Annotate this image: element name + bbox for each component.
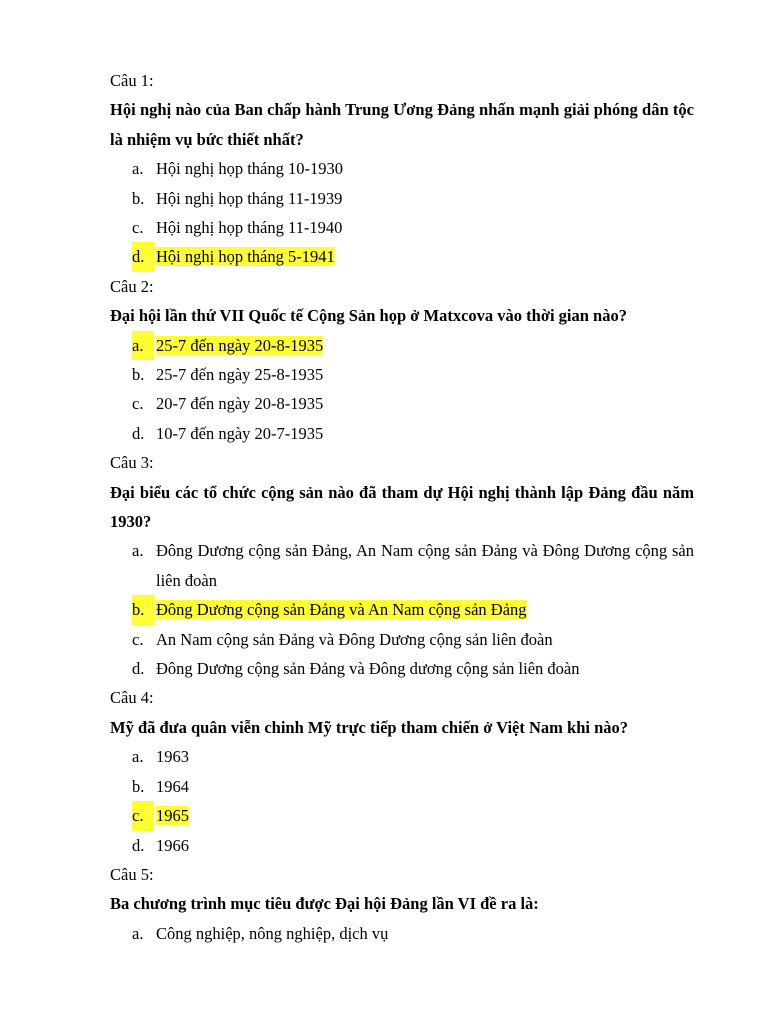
option-letter: a. (132, 747, 144, 767)
option-letter: b. (132, 365, 145, 385)
option-c (110, 625, 694, 654)
question-1 (110, 66, 694, 272)
option-text: Hội nghị họp tháng 10-1930 (156, 159, 343, 179)
question-text: Đại hội lần thứ VII Quốc tế Cộng Sản họp ở Matxcova vào thời gian nào? (110, 306, 627, 326)
question-label: Câu 3: (110, 453, 154, 473)
question-2 (110, 272, 694, 448)
option-text: 1964 (156, 776, 189, 796)
option-b (110, 360, 694, 389)
question-text: Đại biểu các tổ chức cộng sản nào đã tham dự Hội nghị thành lập Đảng đầu năm 1930? (110, 482, 694, 532)
option-d (110, 831, 694, 860)
option-a (110, 742, 694, 771)
option-list (110, 536, 694, 683)
option-text: 1963 (156, 747, 189, 767)
option-c (110, 213, 694, 242)
option-text: Đông Dương cộng sản Đảng, An Nam cộng sản Đảng và Đông Dương cộng sản liên đoàn (156, 541, 694, 590)
option-letter: d. (132, 835, 145, 855)
option-text: Đông Dương cộng sản Đảng và An Nam cộng sản Đảng (156, 600, 527, 620)
option-letter: a. (132, 923, 144, 943)
option-a (110, 919, 694, 948)
option-list (110, 331, 694, 449)
option-text: Công nghiệp, nông nghiệp, dịch vụ (156, 923, 389, 943)
option-list (110, 919, 694, 948)
option-text: Hội nghị họp tháng 11-1940 (156, 218, 343, 238)
option-letter: c. (132, 629, 144, 649)
question-4 (110, 683, 694, 859)
option-d-answer-highlight (110, 242, 694, 271)
question-label: Câu 1: (110, 71, 154, 90)
option-list (110, 742, 694, 860)
option-a (110, 154, 694, 183)
option-text: 20-7 đến ngày 20-8-1935 (156, 394, 324, 414)
option-text: Hội nghị họp tháng 11-1939 (156, 188, 343, 208)
option-letter: d. (132, 423, 145, 443)
option-letter: b. (132, 595, 155, 624)
question-label: Câu 4: (110, 688, 154, 708)
option-letter: d. (132, 242, 155, 271)
option-letter: b. (132, 188, 145, 208)
option-a (110, 536, 694, 595)
option-d (110, 419, 694, 448)
question-text: Hội nghị nào của Ban chấp hành Trung Ương Đảng nhấn mạnh giải phóng dân tộc là nhiệm vụ bức thiết nhất? (110, 100, 694, 149)
question-text: Mỹ đã đưa quân viễn chinh Mỹ trực tiếp tham chiến ở Việt Nam khi nào? (110, 717, 629, 737)
question-text: Ba chương trình mục tiêu được Đại hội Đảng lần VI đề ra là: (110, 894, 539, 914)
option-list (110, 154, 694, 272)
option-a-answer-highlight (110, 331, 694, 360)
option-text: 25-7 đến ngày 25-8-1935 (156, 365, 324, 385)
option-c (110, 389, 694, 418)
option-letter: b. (132, 776, 145, 796)
option-b-answer-highlight (110, 595, 694, 624)
question-3 (110, 448, 694, 683)
option-text: An Nam cộng sản Đảng và Đông Dương cộng sản liên đoàn (156, 629, 553, 649)
option-letter: c. (132, 801, 154, 830)
question-label: Câu 2: (110, 276, 154, 296)
option-letter: a. (132, 331, 154, 360)
option-letter: a. (132, 159, 144, 179)
option-text: 10-7 đến ngày 20-7-1935 (156, 423, 324, 443)
question-5 (110, 860, 694, 948)
option-text: 25-7 đến ngày 20-8-1935 (156, 335, 324, 355)
option-text: 1965 (156, 806, 189, 826)
option-b (110, 184, 694, 213)
option-letter: d. (132, 659, 145, 679)
option-d (110, 654, 694, 683)
option-b (110, 772, 694, 801)
option-letter: c. (132, 394, 144, 414)
option-text: Hội nghị họp tháng 5-1941 (156, 247, 335, 267)
option-letter: a. (132, 541, 144, 561)
option-text: Đông Dương cộng sản Đảng và Đông dương cộng sản liên đoàn (156, 659, 580, 679)
option-c-answer-highlight (110, 801, 694, 830)
question-label: Câu 5: (110, 864, 154, 884)
option-letter: c. (132, 218, 144, 238)
option-text: 1966 (156, 835, 189, 855)
